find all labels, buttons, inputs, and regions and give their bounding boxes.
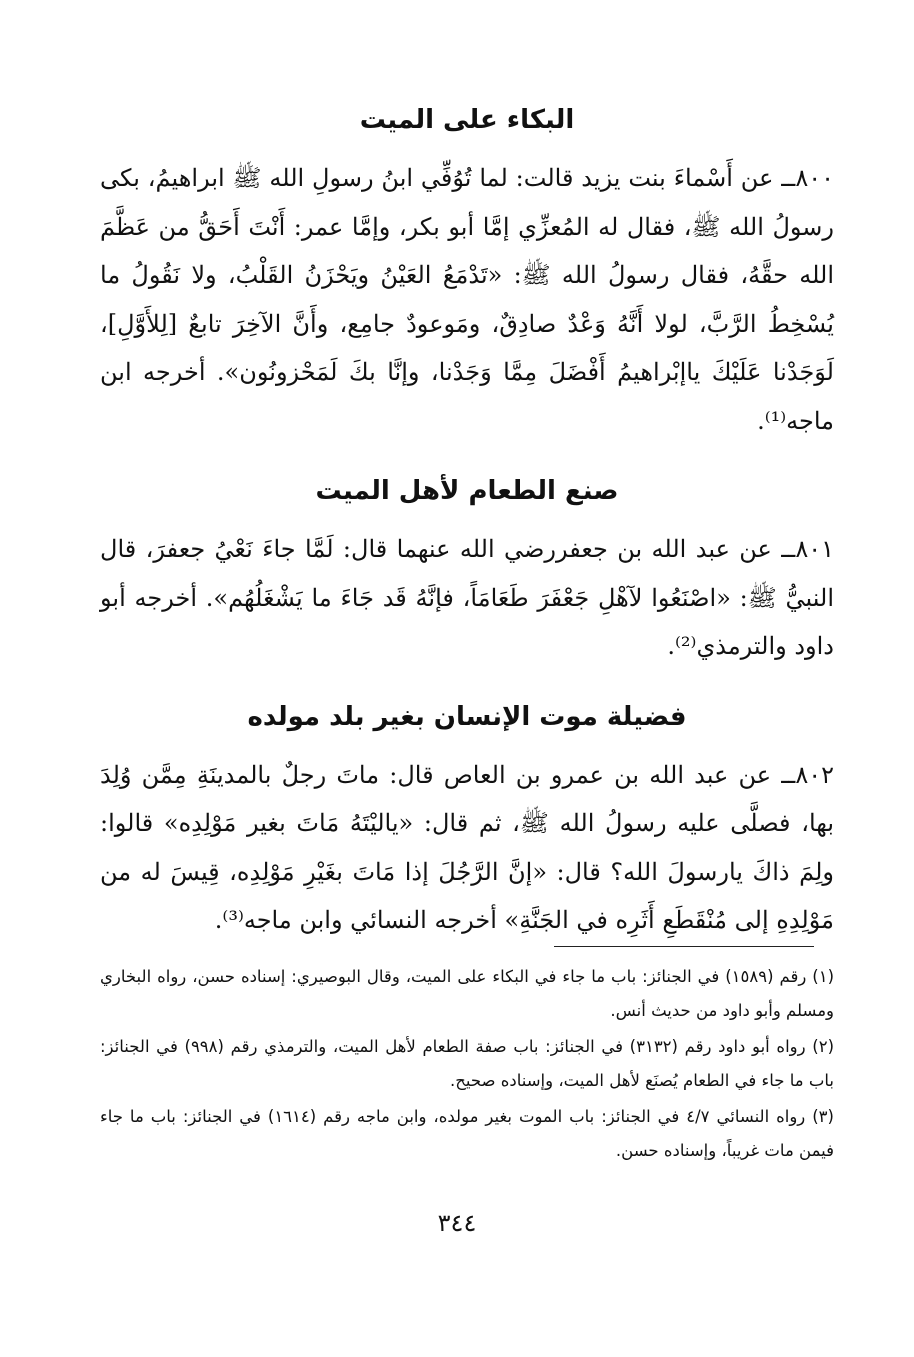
footnotes xyxy=(100,960,834,1170)
hadith-number: ٨٠٠ xyxy=(795,164,834,192)
page-number: ٣٤٤ xyxy=(437,1209,477,1237)
hadith-text: ــ عن عبد الله بن جعفررضي الله عنهما قال: لَمَّا جاءَ نَعْيُ جعفرَ، قال النبيُّ ﷺ: «اصْنَعُوا لآهْلِ جَعْفَرَ طَعَامَاً، فإنَّهُ قَد جَاءَ ما يَشْغَلُهُم». أخرجه أبو داود والترمذي⁽²⁾. xyxy=(100,535,834,660)
hadith-number: ٨٠٢ xyxy=(795,760,834,789)
hadith-801 xyxy=(100,525,834,671)
section-title-weeping: البكاء على الميت xyxy=(359,105,575,135)
hadith-802 xyxy=(100,751,834,945)
hadith-text: ــ عن عبد الله بن عمرو بن العاص قال: ماتَ رجلٌ بالمدينَةِ مِمَّن وُلِدَ بها، فصلَّى عليه رسولُ الله ﷺ، ثم قال: «ياليْتَهُ مَاتَ بغير مَوْلِدِه» قالوا: ولِمَ ذاكَ يارسولَ الله؟ قال: «إنَّ الرَّجُلَ إذا مَاتَ بغَيْرِ مَوْلِدِه، قِيسَ له من مَوْلِدِهِ إلى مُنْقَطَعِ أَثَرِه في الجَنَّةِ» أخرجه النسائي وابن ماجه⁽³⁾. xyxy=(100,760,834,934)
hadith-text: ــ عن أَسْماءَ بنت يزيد قالت: لما تُوُفِّي ابنُ رسولِ الله ﷺ ابراهيمُ، بكى رسولُ الله ﷺ، فقال له المُعزِّي إمَّا أبو بكر، وإمَّا عمر: أَنْتَ أَحَقُّ من عَظَّمَ الله حقَّهُ، فقال رسولُ الله ﷺ: «تَدْمَعُ العَيْنُ ويَحْزَنُ القَلْبُ، ولا نَقُولُ ما يُسْخِطُ الرَّبَّ، لولا أَنَّهُ وَعْدٌ صادِقٌ، ومَوعودٌ جامِع، وأَنَّ الآخِرَ تابعٌ [لِلأَوَّلِ]، لَوَجَدْنا عَلَيْكَ ياإبْراهيمُ أَفْضَلَ مِمَّا وَجَدْنا، وإنَّا بكَ لَمَحْزونُون». أخرجه ابن ماجه⁽¹⁾. xyxy=(100,164,834,435)
footnote-1: (١) رقم (١٥٨٩) في الجنائز: باب ما جاء في البكاء على الميت، وقال البوصيري: إسناده حسن، رواه البخاري ومسلم وأبو داود من حديث أنس. xyxy=(100,967,834,1020)
footnote-divider xyxy=(554,946,814,947)
hadith-number: ٨٠١ xyxy=(795,535,834,563)
footnote-2: (٢) رواه أبو داود رقم (٣١٣٢) في الجنائز: باب صفة الطعام لأهل الميت، والترمذي رقم (٩٩٨) في الجنائز: باب ما جاء في الطعام يُصنَع لأهل الميت، وإسناده صحيح. xyxy=(100,1037,834,1090)
section-title-food-for-family: صنع الطعام لأهل الميت xyxy=(315,476,619,506)
section-title-death-abroad: فضيلة موت الإنسان بغير بلد مولده xyxy=(247,701,687,732)
footnote-3: (٣) رواه النسائي ٤/٧ في الجنائز: باب الموت بغير مولده، وابن ماجه رقم (١٦١٤) في الجنائز: باب ما جاء فيمن مات غريباً، وإسناده حسن. xyxy=(100,1107,834,1160)
hadith-800 xyxy=(100,154,834,445)
